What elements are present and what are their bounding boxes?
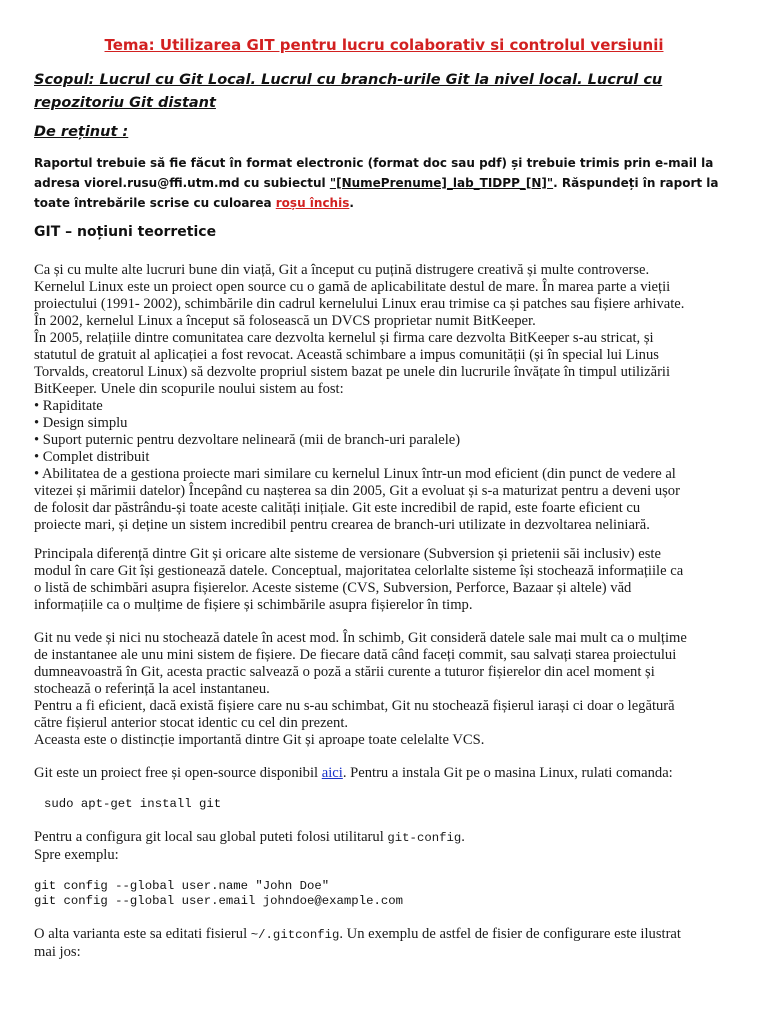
document-title: Tema: Utilizarea GIT pentru lucru colaborativ si controlul versiunii — [104, 36, 664, 54]
text-line: modul în care Git își gestionează datele. Conceptual, majoritatea celorlalte sisteme își stochează informațiile ca — [34, 563, 684, 579]
config-line — [34, 829, 734, 847]
text-line: vitezei și mărimii datelor) Începând cu nașterea sa din 2005, Git a evoluat și s-a maturizat pentru a deveni ușor — [34, 483, 680, 499]
text-line: statutul de gratuit al aplicației a fost revocat. Această schimbare a impus comunității (și în special lui Linus — [34, 347, 659, 363]
text-line: BitKeeper. Unele din scopurile noului sistem au fost: — [34, 381, 344, 397]
text-line: de folosit dar păstrându-și toate aceste calități inițiale. Git este incredibil de rapid, este foarte eficient cu — [34, 500, 641, 516]
notice-subject: "[NumePrenume]_lab_TIDPP_[N]" — [329, 176, 554, 190]
config-paragraph — [34, 829, 734, 864]
gitconfig-paragraph — [34, 926, 734, 961]
install-line — [34, 765, 734, 782]
section-heading: GIT – noțiuni teorretice — [34, 224, 217, 240]
text-line: o listă de schimbări asupra fișierelor. Aceste sisteme (CVS, Subversion, Perforce, Bazaar și altele) văd — [34, 580, 632, 596]
notice-text-part2: . Răspundeți în raport la toate întrebările scrise cu culoarea — [34, 176, 719, 210]
scope-heading: Scopul: Lucrul cu Git Local. Lucrul cu branch-urile Git la nivel local. Lucrul cu repozitoriu Git distant — [34, 72, 663, 111]
report-notice — [34, 153, 734, 213]
gitconfig-text-before: O alta varianta este sa editati fisierul — [34, 926, 251, 942]
text-line: proiectului (1991- 2002), schimbările din cadrul kernelului Linux erau trimise ca și patches sau fișiere arhivate. — [34, 296, 685, 312]
text-line: Principala diferență dintre Git și oricare alte sisteme de versionare (Subversion și prietenii săi inclusiv) este — [34, 546, 661, 562]
bullet-item: • Suport puternic pentru dezvoltare nelineară (mii de branch-uri paralele) — [34, 432, 461, 448]
text-line: În 2005, relațiile dintre comunitatea care dezvolta kernelul și firma care dezvolta BitKeeper s-au stricat, și — [34, 330, 654, 346]
text-line: proiecte mari, și deține un sistem incredibil pentru crearea de branch-uri utilizate in dezvoltarea neliniară. — [34, 517, 650, 533]
gitconfig-text-after: . Un exemplu de astfel de fisier de configurare este ilustrat — [339, 926, 681, 942]
intro-paragraph — [34, 262, 734, 534]
notice-text-part1: Raportul trebuie să fie făcut în format electronic (format doc sau pdf) și trebuie trimis prin e-mail la adresa viorel.rusu@ffi.utm.md cu subiectul — [34, 156, 714, 190]
remember-heading: De reținut : — [34, 124, 129, 140]
bullet-item: • Design simplu — [34, 415, 128, 431]
config-text-after: . — [461, 829, 465, 845]
notice-end: . — [349, 196, 354, 210]
install-command: sudo apt-get install git — [44, 797, 222, 811]
text-line: informațiile ca o mulțime de fișiere și schimbările asupra fișierelor în timp. — [34, 597, 473, 613]
config-text-before: Pentru a configura git local sau global puteti folosi utilitarul — [34, 829, 388, 845]
gitconfig-file-name: ~/.gitconfig — [250, 928, 340, 942]
config-command-1: git config --global user.name "John Doe" — [34, 879, 330, 893]
text-line: Kernelul Linux este un proiect open source cu o gamă de aplicabilitate destul de mare. În marea parte a vieții — [34, 279, 671, 295]
text-line: Git nu vede și nici nu stochează datele în acest mod. În schimb, Git consideră datele sale mai mult ca o mulțime — [34, 630, 687, 646]
text-line: stochează o referință la acel instantaneu. — [34, 681, 270, 697]
install-text-after: . Pentru a instala Git pe o masina Linux, rulati comanda: — [342, 765, 673, 781]
text-line: către fișierul anterior stocat identic cu cel din prezent. — [34, 715, 349, 731]
download-link[interactable]: aici — [321, 765, 343, 781]
text-line: Ca și cu multe alte lucruri bune din viață, Git a început cu puțină distrugere creativă și multe controverse. — [34, 262, 650, 278]
text-line: În 2002, kernelul Linux a început să folosească un DVCS proprietar numit BitKeeper. — [34, 313, 536, 329]
text-line: mai jos: — [34, 944, 81, 960]
config-tool-name: git-config — [387, 831, 462, 845]
bullet-item: • Complet distribuit — [34, 449, 150, 465]
config-command-2: git config --global user.email johndoe@example.com — [34, 894, 403, 908]
text-line: Pentru a fi eficient, dacă există fișiere care nu s-au schimbat, Git nu stochează fișierul iarași ci doar o legătură — [34, 698, 675, 714]
text-line: dumneavoastră în Git, acesta practic salvează o poză a stării curente a tuturor fișierelor din acel moment și — [34, 664, 655, 680]
install-text-before: Git este un proiect free și open-source disponibil — [34, 765, 322, 781]
gitconfig-line — [34, 926, 734, 944]
text-line: de instantanee ale unu mini sistem de fișiere. De fiecare dată când faceți commit, sau salvați starea proiectului — [34, 647, 677, 663]
bullet-item: • Rapiditate — [34, 398, 103, 414]
difference-paragraph — [34, 546, 734, 614]
example-label: Spre exemplu: — [34, 847, 119, 863]
snapshot-paragraph — [34, 630, 734, 749]
notice-red-word: roșu închis — [275, 196, 350, 210]
text-line: Aceasta este o distincție importantă dintre Git și aproape toate celelalte VCS. — [34, 732, 485, 748]
install-paragraph — [34, 765, 734, 782]
bullet-item: • Abilitatea de a gestiona proiecte mari similare cu kernelul Linux într-un mod eficient (din punct de vedere al — [34, 466, 676, 482]
text-line: Torvalds, creatorul Linux) să dezvolte propriul sistem bazat pe unele din lucrurile învățate în timpul utilizării — [34, 364, 671, 380]
